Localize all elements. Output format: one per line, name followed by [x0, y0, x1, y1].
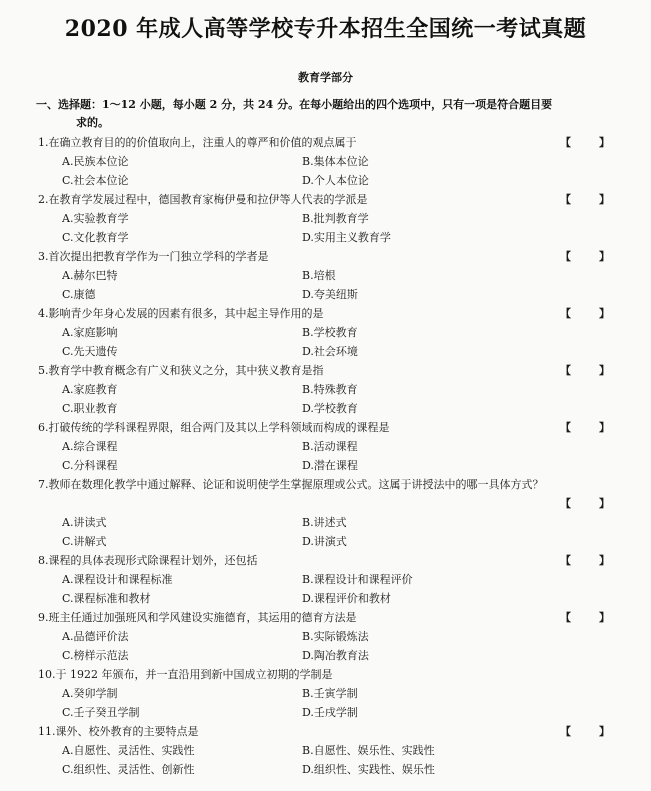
option-a: A.癸卯学制 — [62, 687, 118, 700]
question-1 — [38, 133, 610, 190]
question-stem-text: 9.班主任通过加强班风和学风建设实施德育，其运用的德育方法是 — [38, 611, 357, 624]
option-a: A.讲读式 — [62, 516, 107, 529]
option-d: D.实用主义教育学 — [302, 231, 391, 244]
bracket-open: 【 — [560, 421, 571, 434]
option-a: A.实验教育学 — [62, 212, 129, 225]
answer-bracket — [560, 608, 610, 627]
option-d: D.组织性、实践性、娱乐性 — [302, 763, 435, 776]
bracket-close: 】 — [599, 250, 610, 263]
option-d: D.壬戌学制 — [302, 706, 358, 719]
question-options — [38, 266, 610, 304]
option-b: B.特殊教育 — [302, 383, 358, 396]
bracket-open: 【 — [560, 554, 571, 567]
question-8 — [38, 551, 610, 608]
question-options — [38, 209, 610, 247]
option-d: D.社会环境 — [302, 345, 358, 358]
bracket-close: 】 — [599, 421, 610, 434]
question-stem — [38, 418, 610, 437]
option-c: C.康德 — [62, 288, 96, 301]
option-a: A.自愿性、灵活性、实践性 — [62, 744, 195, 757]
option-c: C.分科课程 — [62, 459, 118, 472]
question-options — [38, 513, 610, 551]
option-c: C.社会本位论 — [62, 174, 129, 187]
option-d: D.个人本位论 — [302, 174, 369, 187]
option-c: C.文化教育学 — [62, 231, 129, 244]
bracket-open: 【 — [560, 611, 571, 624]
option-b: B.集体本位论 — [302, 155, 369, 168]
bracket-close: 】 — [599, 136, 610, 149]
answer-bracket — [560, 247, 610, 266]
question-stem-text: 10.于 1922 年颁布，并一直沿用到新中国成立初期的学制是 — [38, 668, 333, 681]
option-d: D.潜在课程 — [302, 459, 358, 472]
bracket-open: 【 — [560, 193, 571, 206]
option-d: D.讲演式 — [302, 535, 347, 548]
question-stem — [38, 304, 610, 323]
question-stem-text: 4.影响青少年身心发展的因素有很多，其中起主导作用的是 — [38, 307, 324, 320]
answer-bracket — [560, 133, 610, 152]
question-options — [38, 437, 610, 475]
question-stem-text: 5.教育学中教育概念有广义和狭义之分，其中狭义教育是指 — [38, 364, 324, 377]
question-options — [38, 323, 610, 361]
option-b: B.批判教育学 — [302, 212, 369, 225]
bracket-open: 【 — [560, 250, 571, 263]
instructions-line-2: 求的。 — [76, 116, 109, 129]
question-2 — [38, 190, 610, 247]
option-b: B.实际锻炼法 — [302, 630, 369, 643]
bracket-close: 】 — [599, 364, 610, 377]
option-c: C.壬子癸丑学制 — [62, 706, 140, 719]
question-stem-text: 2.在教育学发展过程中，德国教育家梅伊曼和拉伊等人代表的学派是 — [38, 193, 368, 206]
question-options — [38, 627, 610, 665]
option-d: D.学校教育 — [302, 402, 358, 415]
option-a: A.综合课程 — [62, 440, 118, 453]
question-stem — [38, 475, 610, 513]
question-10 — [38, 665, 610, 722]
question-stem — [38, 133, 610, 152]
answer-bracket — [560, 551, 610, 570]
option-a: A.家庭教育 — [62, 383, 118, 396]
question-list — [38, 133, 610, 779]
bracket-close: 】 — [599, 554, 610, 567]
question-options — [38, 152, 610, 190]
option-c: C.榜样示范法 — [62, 649, 129, 662]
option-b: B.培根 — [302, 269, 336, 282]
question-stem-text: 11.课外、校外教育的主要特点是 — [38, 725, 199, 738]
option-c: C.先天遗传 — [62, 345, 118, 358]
question-5 — [38, 361, 610, 418]
answer-bracket — [560, 361, 610, 380]
question-options — [38, 570, 610, 608]
bracket-close: 】 — [599, 307, 610, 320]
question-options — [38, 380, 610, 418]
option-a: A.家庭影响 — [62, 326, 118, 339]
option-b: B.学校教育 — [302, 326, 358, 339]
question-3 — [38, 247, 610, 304]
answer-bracket — [560, 722, 610, 741]
question-7 — [38, 475, 610, 551]
answer-bracket — [560, 304, 610, 323]
bracket-close: 】 — [599, 611, 610, 624]
option-a: A.民族本位论 — [62, 155, 129, 168]
bracket-close: 】 — [599, 725, 610, 738]
question-stem — [38, 361, 610, 380]
question-stem — [38, 190, 610, 209]
option-c: C.组织性、灵活性、创新性 — [62, 763, 195, 776]
question-stem — [38, 722, 610, 741]
option-b: B.壬寅学制 — [302, 687, 358, 700]
instructions — [36, 96, 606, 132]
question-options — [38, 684, 610, 722]
option-d: D.课程评价和教材 — [302, 592, 391, 605]
bracket-open: 【 — [560, 497, 571, 510]
question-9 — [38, 608, 610, 665]
option-d: D.陶冶教育法 — [302, 649, 369, 662]
question-stem-text: 8.课程的具体表现形式除课程计划外，还包括 — [38, 554, 258, 567]
answer-bracket — [560, 494, 610, 513]
option-b: B.活动课程 — [302, 440, 358, 453]
instructions-line-1: 一、选择题：1～12 小题，每小题 2 分，共 24 分。在每小题给出的四个选项中，只有一项是符合题目要 — [36, 98, 553, 111]
bracket-close: 】 — [599, 193, 610, 206]
bracket-close: 】 — [599, 497, 610, 510]
question-stem-text: 3.首次提出把教育学作为一门独立学科的学者是 — [38, 250, 269, 263]
question-stem-text: 6.打破传统的学科课程界限，组合两门及其以上学科领域而构成的课程是 — [38, 421, 390, 434]
option-a: A.品德评价法 — [62, 630, 129, 643]
question-stem — [38, 247, 610, 266]
question-stem — [38, 665, 610, 684]
question-stem-text: 7.教师在数理化教学中通过解释、论证和说明使学生掌握原理或公式。这属于讲授法中的哪一具体方式？ — [38, 478, 544, 491]
question-11 — [38, 722, 610, 779]
option-b: B.讲述式 — [302, 516, 347, 529]
option-c: C.课程标准和教材 — [62, 592, 151, 605]
answer-bracket — [560, 418, 610, 437]
option-c: C.讲解式 — [62, 535, 107, 548]
page-title: 2020 年成人高等学校专升本招生全国统一考试真题 — [64, 16, 587, 42]
question-options — [38, 741, 610, 779]
question-stem-text: 1.在确立教育目的的价值取向上，注重人的尊严和价值的观点属于 — [38, 136, 357, 149]
option-a: A.赫尔巴特 — [62, 269, 118, 282]
question-6 — [38, 418, 610, 475]
question-stem — [38, 551, 610, 570]
bracket-open: 【 — [560, 136, 571, 149]
section-title: 教育学部分 — [298, 71, 353, 84]
option-d: D.夸美纽斯 — [302, 288, 358, 301]
option-b: B.自愿性、娱乐性、实践性 — [302, 744, 435, 757]
option-b: B.课程设计和课程评价 — [302, 573, 413, 586]
option-c: C.职业教育 — [62, 402, 118, 415]
question-stem — [38, 608, 610, 627]
question-4 — [38, 304, 610, 361]
option-a: A.课程设计和课程标准 — [62, 573, 173, 586]
bracket-open: 【 — [560, 725, 571, 738]
bracket-open: 【 — [560, 307, 571, 320]
answer-bracket — [560, 190, 610, 209]
bracket-open: 【 — [560, 364, 571, 377]
